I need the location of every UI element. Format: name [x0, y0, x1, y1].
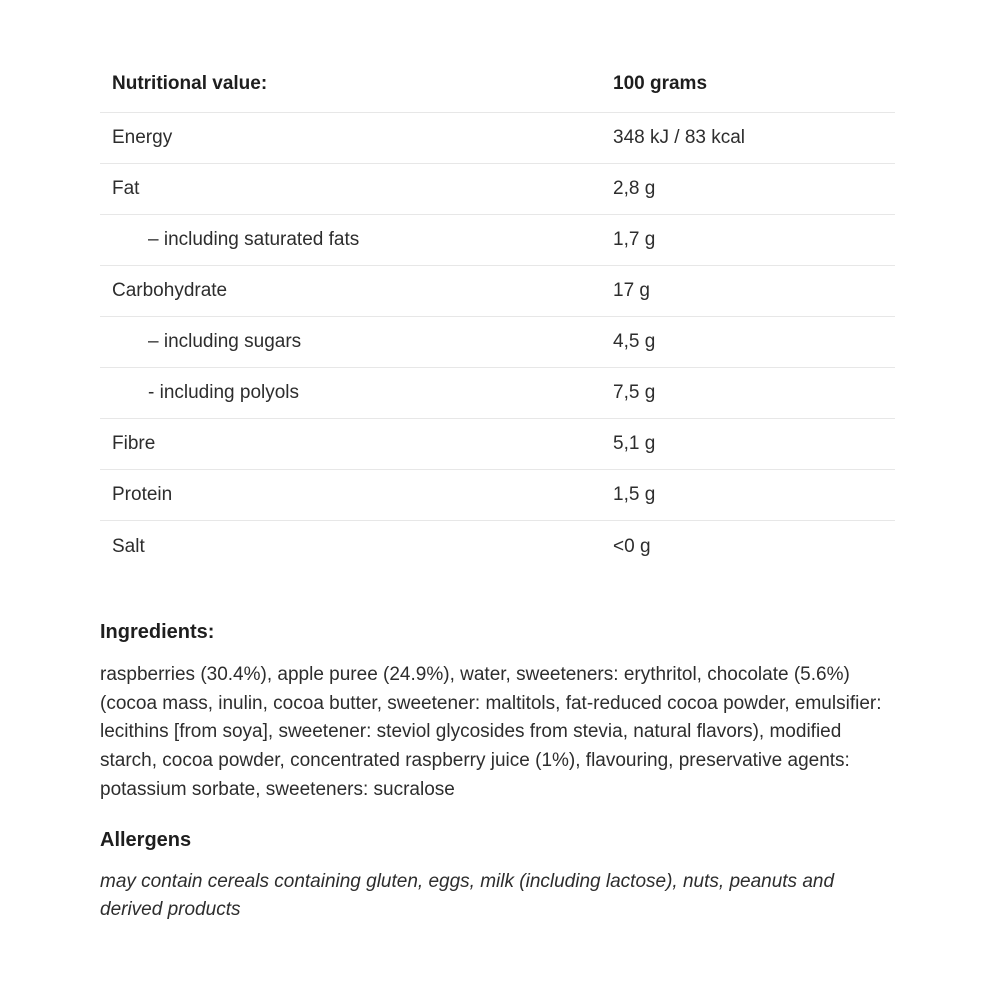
table-row-protein — [100, 470, 895, 521]
nutrition-section — [100, 73, 895, 925]
table-row-fat — [100, 164, 895, 215]
ingredients-heading: Ingredients: — [100, 621, 215, 643]
nutrient-value: 17 g — [613, 280, 650, 301]
nutrient-label: Salt — [112, 535, 145, 557]
ingredients-text: raspberries (30.4%), apple puree (24.9%), water, sweeteners: erythritol, chocolate (5.6%) (cocoa mass, inulin, cocoa butter, sweetener: maltitols, fat-reduced cocoa powder, emulsifier: lecithins [from soya], sweetener: steviol glycosides from stevia, natural flavors), modified starch, cocoa powder, concentrated raspberry juice (1%), flavouring, preservative agents: potassium sorbate, sweeteners: sucralose — [100, 664, 882, 800]
table-row-fibre — [100, 419, 895, 470]
allergens-heading: Allergens — [100, 828, 192, 851]
nutrient-value: 1,7 g — [613, 229, 656, 250]
nutrition-header-value: 100 grams — [613, 73, 708, 94]
nutrient-label: Energy — [112, 127, 173, 148]
table-row-energy — [100, 113, 895, 164]
nutrient-label: - including polyols — [148, 382, 300, 403]
nutrient-value: 4,5 g — [613, 331, 656, 352]
nutrient-label: Carbohydrate — [112, 280, 228, 301]
nutrient-value: 2,8 g — [613, 178, 656, 199]
nutrient-value: 7,5 g — [613, 382, 656, 403]
table-row-saturated-fats — [100, 215, 895, 266]
table-row-carbohydrate — [100, 266, 895, 317]
nutrient-value: 348 kJ / 83 kcal — [613, 127, 746, 148]
table-row-sugars — [100, 317, 895, 368]
nutrition-table-header — [100, 73, 895, 113]
nutrient-label: Fat — [112, 178, 140, 199]
table-row-polyols — [100, 368, 895, 419]
nutrient-value: 5,1 g — [613, 433, 656, 454]
nutrition-table — [100, 73, 895, 572]
nutrient-value: <0 g — [613, 535, 651, 557]
nutrient-value: 1,5 g — [613, 484, 656, 505]
allergens-text: may contain cereals containing gluten, eggs, milk (including lactose), nuts, peanuts and derived products — [100, 870, 835, 921]
nutrient-label: Protein — [112, 484, 173, 505]
nutrition-header-label: Nutritional value: — [112, 73, 268, 94]
nutrient-label: – including saturated fats — [148, 229, 360, 250]
nutrient-label: – including sugars — [148, 331, 302, 352]
table-row-salt — [100, 521, 895, 572]
nutrient-label: Fibre — [112, 433, 156, 454]
